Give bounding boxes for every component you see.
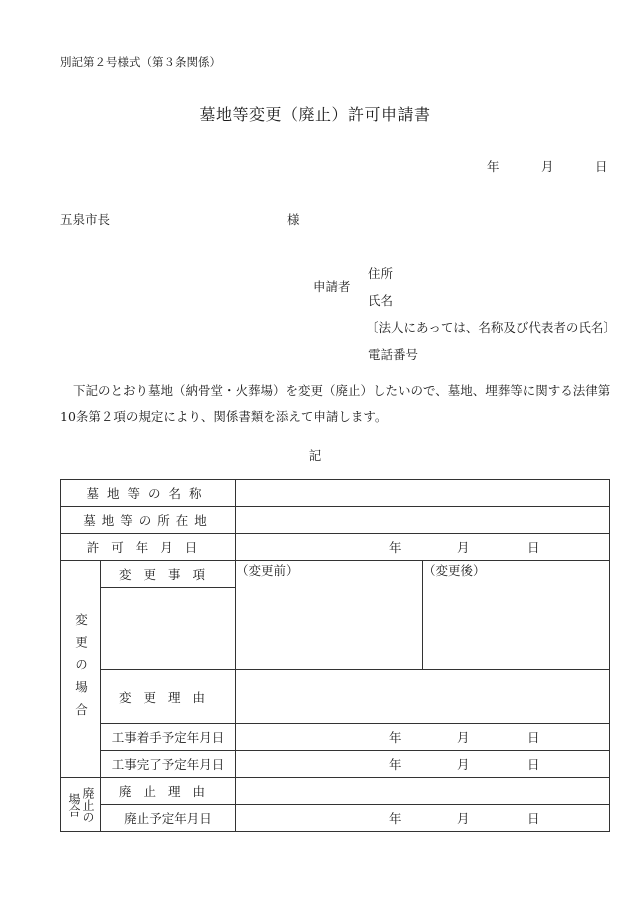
before-cell (236, 561, 423, 670)
document-title: 墓地等変更（廃止）許可申請書 (199, 105, 431, 124)
change-item-blank (101, 588, 236, 670)
date-day: 日 (595, 159, 608, 174)
after-cell (423, 561, 610, 670)
applicant-phone-label: 電話番号 (368, 347, 419, 362)
cemetery-location-value (236, 507, 610, 534)
row-permit-date (61, 534, 610, 561)
permit-date-label: 許可年月日 (61, 534, 236, 561)
change-case-label: 変更の場合 (61, 561, 101, 778)
change-item-label: 変更事項 (101, 561, 236, 588)
row-work-end (61, 751, 610, 778)
date-year: 年 (487, 159, 500, 174)
form-number: 別記第２号様式（第３条関係） (60, 55, 221, 69)
applicant-name-label: 氏名 (368, 293, 394, 308)
row-cemetery-location (61, 507, 610, 534)
cemetery-name-value (236, 480, 610, 507)
addressee: 五泉市長 (60, 212, 111, 227)
work-start-label: 工事着手予定年月日 (101, 724, 236, 751)
permit-date-value: 年 月 日 (236, 534, 610, 561)
row-change-reason (61, 670, 610, 724)
date-month: 月 (541, 159, 554, 174)
abolish-date-label: 廃止予定年月日 (101, 805, 236, 832)
work-start-value: 年 月 日 (236, 724, 610, 751)
applicant-label: 申請者 (313, 279, 351, 294)
application-table (60, 479, 610, 832)
ki-heading: 記 (308, 448, 322, 463)
row-cemetery-name (61, 480, 610, 507)
before-label: （変更前） (236, 563, 299, 578)
change-reason-label: 変更理由 (101, 670, 236, 724)
row-work-start (61, 724, 610, 751)
work-end-value: 年 月 日 (236, 751, 610, 778)
abolish-date-value: 年 月 日 (236, 805, 610, 832)
after-label: （変更後） (423, 563, 486, 578)
cemetery-location-label: 墓地等の所在地 (61, 507, 236, 534)
row-change-item (61, 561, 610, 588)
honorific: 様 (287, 212, 300, 227)
cemetery-name-label: 墓地等の名称 (61, 480, 236, 507)
applicant-corp-note: 〔法人にあっては、名称及び代表者の氏名〕 (366, 320, 616, 335)
abolish-case-label: 場合 廃止の (61, 778, 101, 832)
row-abolish-date (61, 805, 610, 832)
work-end-label: 工事完了予定年月日 (101, 751, 236, 778)
row-abolish-reason (61, 778, 610, 805)
applicant-address-label: 住所 (368, 266, 394, 281)
abolish-reason-value (236, 778, 610, 805)
change-reason-value (236, 670, 610, 724)
body-text: 下記のとおり墓地（納骨堂・火葬場）を変更（廃止）したいので、墓地、埋葬等に関する法律第10条第２項の規定により、関係書類を添えて申請します。 (60, 383, 611, 424)
abolish-reason-label: 廃止理由 (101, 778, 236, 805)
